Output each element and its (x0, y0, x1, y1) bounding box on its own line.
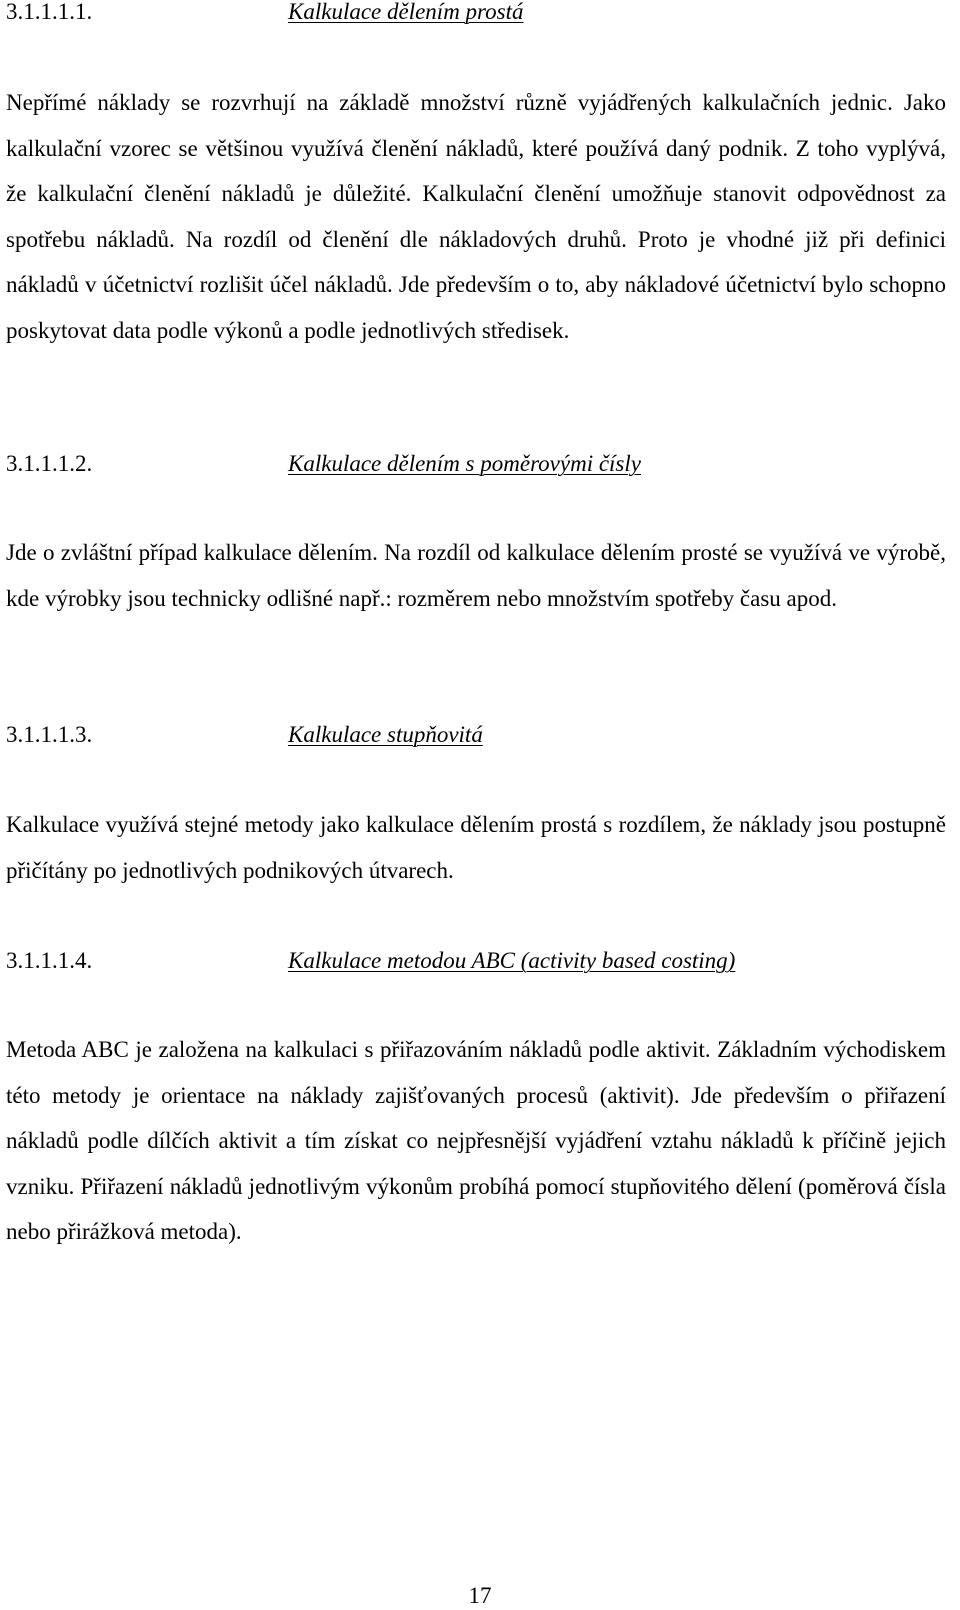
section-number: 3.1.1.1.4. (6, 948, 93, 973)
section-paragraph: Jde o zvláštní případ kalkulace dělením. Na rozdíl od kalkulace dělením prosté se využívá ve výrobě, kde výrobky jsou technicky odlišné např.: rozměrem nebo množstvím spotřeby času apod. (6, 540, 946, 611)
section-heading-3-1-1-1-1 (6, 0, 946, 27)
section-paragraph: Nepřímé náklady se rozvrhují na základě množství různě vyjádřených kalkulačních jednic. Jako kalkulační vzorec se většinou využívá členění nákladů, které používá daný podnik. Z toho vyplývá, že kalkulační členění nákladů je důležité. Kalkulační členění umožňuje stanovit odpovědnost za spotřebu nákladů. Na rozdíl od členění dle nákladových druhů. Proto je vhodné již při definici nákladů v účetnictví rozlišit účel nákladů. Jde především o to, aby nákladové účetnictví bylo schopno poskytovat data podle výkonů a podle jednotlivých středisek. (6, 90, 946, 343)
page-number: 17 (468, 1583, 492, 1608)
section-heading-3-1-1-1-2 (6, 449, 946, 479)
section-number: 3.1.1.1.1. (6, 0, 93, 24)
section-heading-3-1-1-1-4 (6, 946, 946, 976)
section-title: Kalkulace dělením s poměrovými čísly (288, 451, 641, 476)
section-number: 3.1.1.1.3. (6, 722, 93, 747)
section-title: Kalkulace dělením prostá (288, 0, 524, 24)
section-heading-3-1-1-1-3 (6, 720, 946, 750)
section-title: Kalkulace stupňovitá (288, 722, 483, 747)
section-title: Kalkulace metodou ABC (activity based costing) (288, 948, 736, 973)
section-paragraph: Kalkulace využívá stejné metody jako kalkulace dělením prostá s rozdílem, že náklady jsou postupně přičítány po jednotlivých podnikových útvarech. (6, 812, 946, 883)
section-number: 3.1.1.1.2. (6, 451, 93, 476)
section-paragraph: Metoda ABC je založena na kalkulaci s přiřazováním nákladů podle aktivit. Základním východiskem této metody je orientace na náklady zajišťovaných procesů (aktivit). Jde především o přiřazení nákladů podle dílčích aktivit a tím získat co nejpřesnější vyjádření vztahu nákladů k příčině jejich vzniku. Přiřazení nákladů jednotlivým výkonům probíhá pomocí stupňovitého dělení (poměrová čísla nebo přirážková metoda). (6, 1037, 946, 1245)
